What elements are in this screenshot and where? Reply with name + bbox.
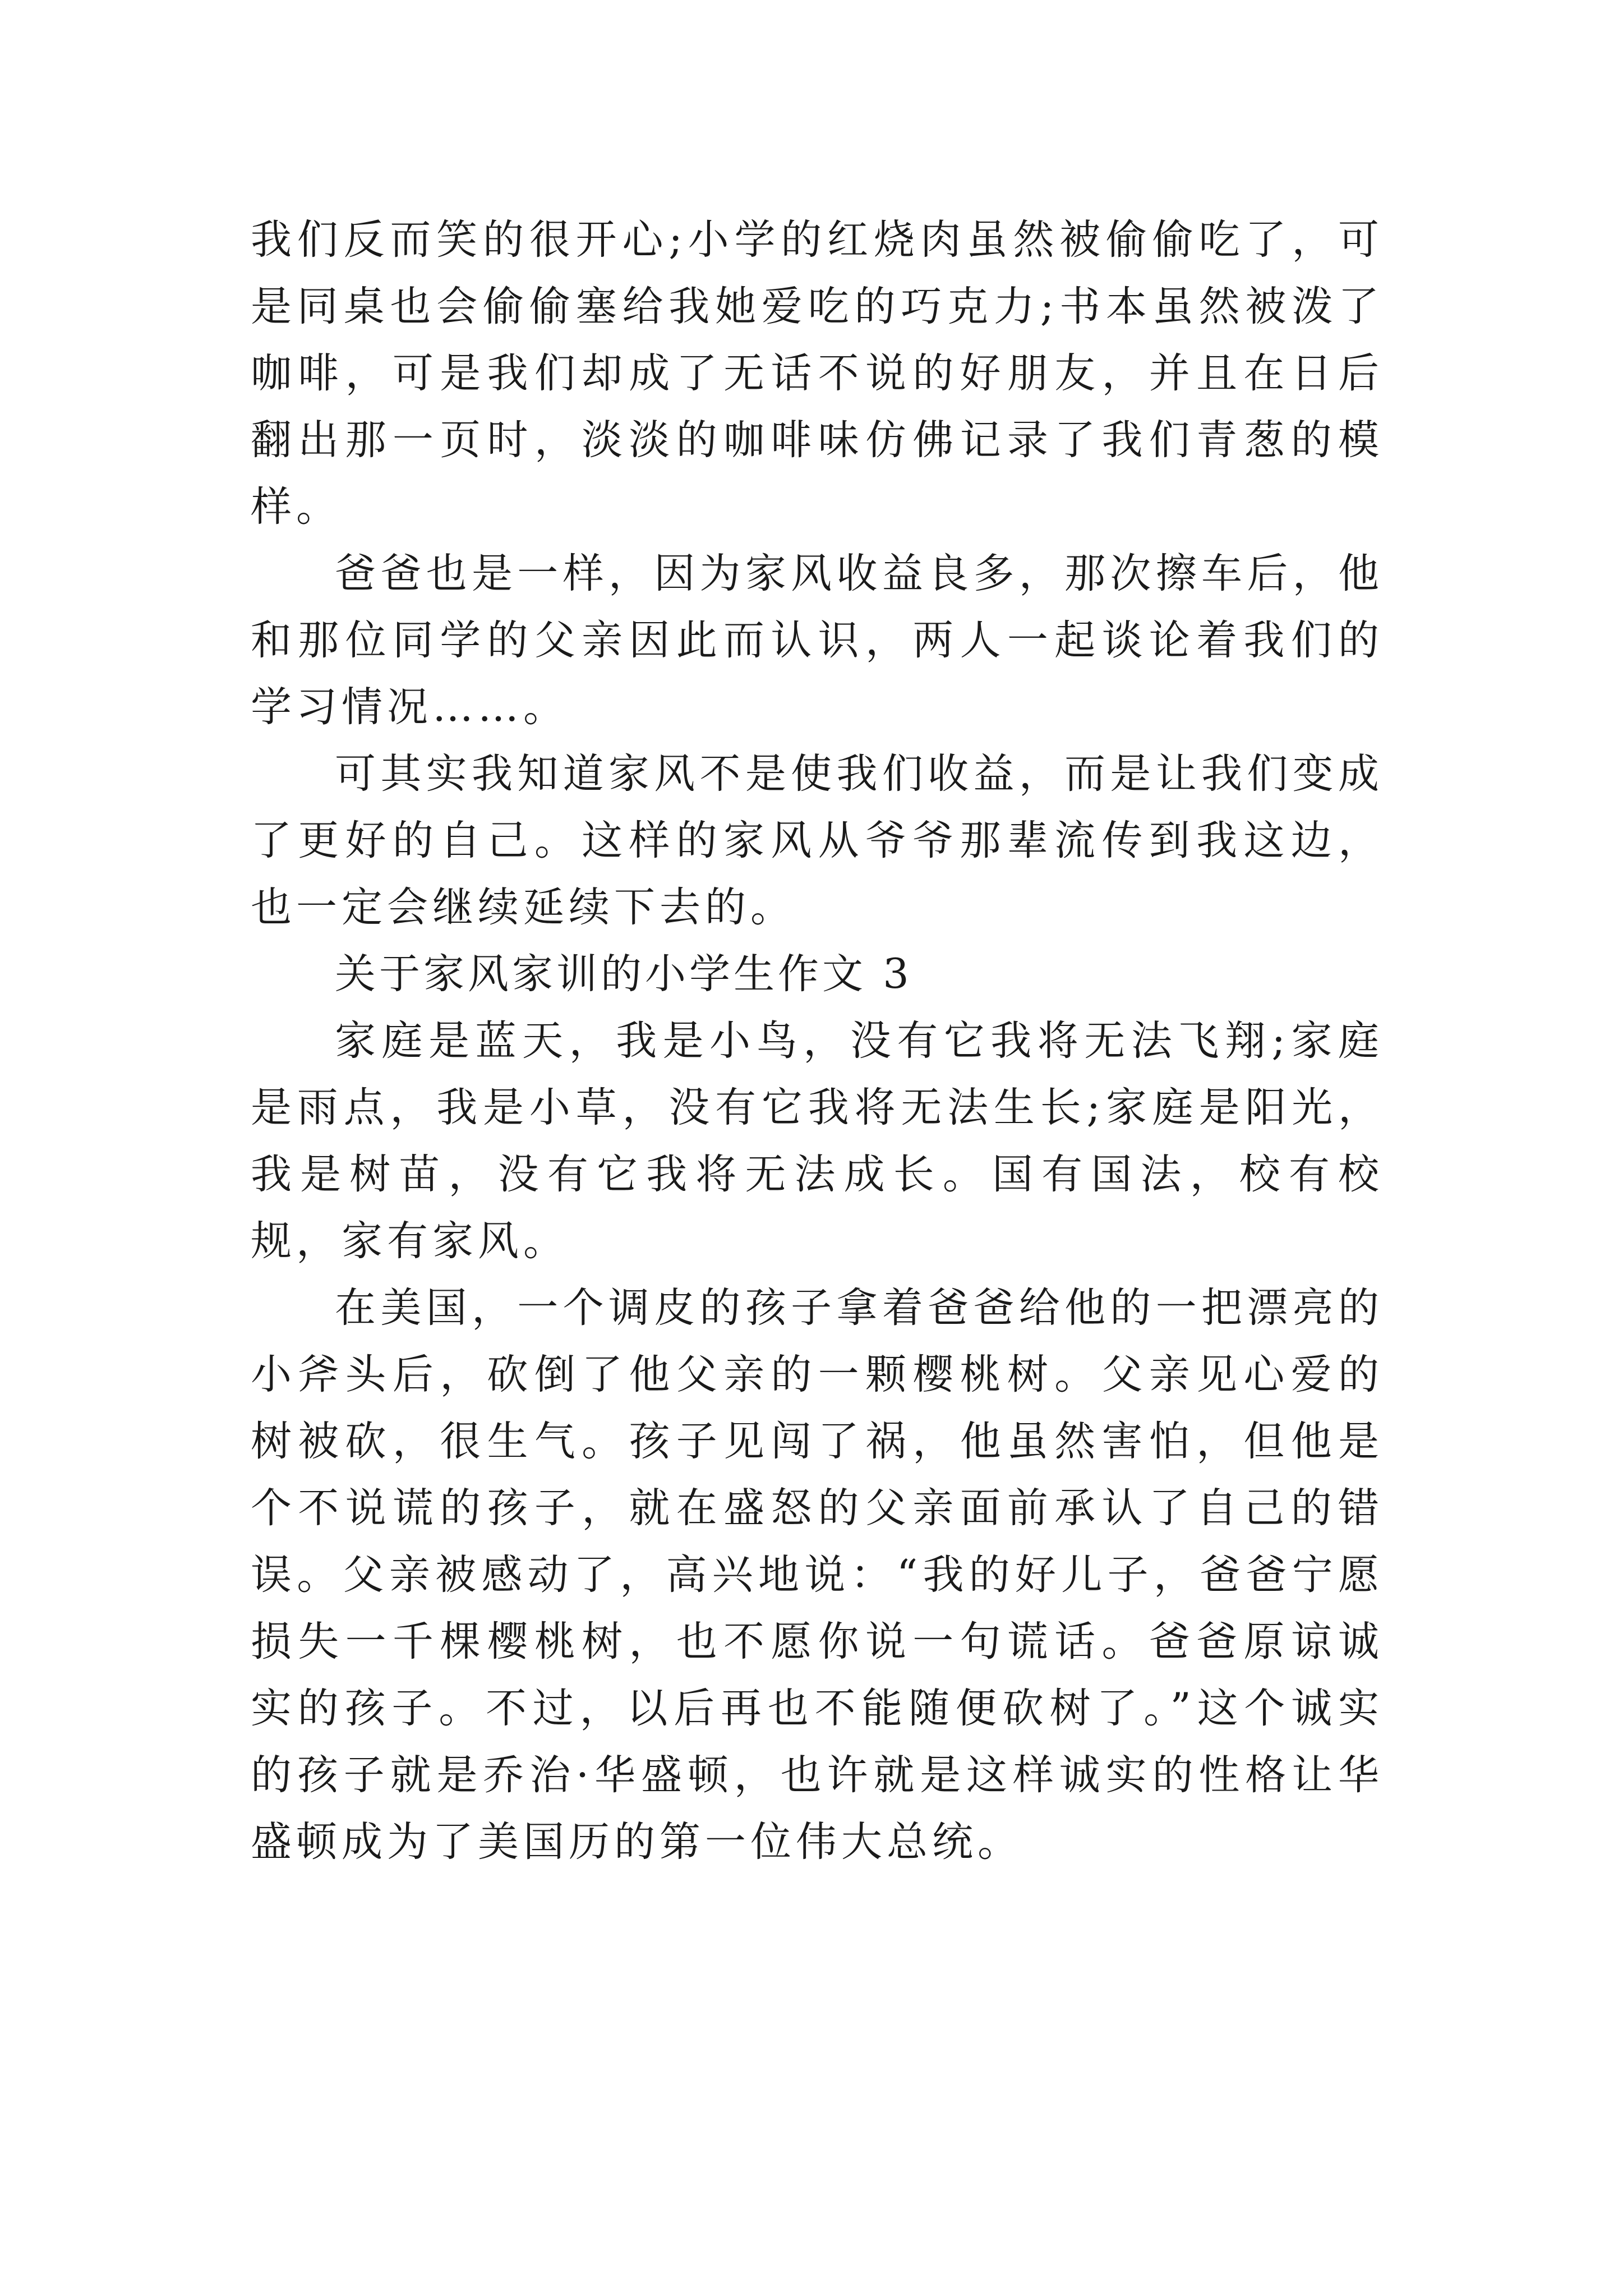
paragraph-continued: 我们反而笑的很开心;小学的红烧肉虽然被偷偷吃了，可是同桌也会偷偷塞给我她爱吃的巧克力;书本虽然被泼了咖啡，可是我们却成了无话不说的好朋友，并且在日后翻出那一页时，淡淡的咖啡味仿佛记录了我们青葱的模样。	[251, 216, 1384, 531]
paragraph-family-intro: 家庭是蓝天，我是小鸟，没有它我将无法飞翔;家庭是雨点，我是小草，没有它我将无法生长;家庭是阳光，我是树苗，没有它我将无法成长。国有国法，校有校规，家有家风。	[251, 1017, 1384, 1265]
paragraph-washington-story: 在美国，一个调皮的孩子拿着爸爸给他的一把漂亮的小斧头后，砍倒了他父亲的一颗樱桃树。父亲见心爱的树被砍，很生气。孩子见闯了祸，他虽然害怕，但他是个不说谎的孩子，就在盛怒的父亲面前承认了自己的错误。父亲被感动了，高兴地说：“我的好儿子，爸爸宁愿损失一千棵樱桃树，也不愿你说一句谎话。爸爸原谅诚实的孩子。不过，以后再也不能随便砍树了。”这个诚实的孩子就是乔治·华盛顿，也许就是这样诚实的性格让华盛顿成为了美国历的第一位伟大总统。	[251, 1284, 1384, 1866]
essay-title: 关于家风家训的小学生作文 3	[335, 950, 912, 998]
paragraph-father: 爸爸也是一样，因为家风收益良多，那次擦车后，他和那位同学的父亲因此而认识，两人一起谈论着我们的学习情况……。	[251, 550, 1384, 731]
article-body	[251, 206, 1384, 1875]
paragraph-conclusion: 可其实我知道家风不是使我们收益，而是让我们变成了更好的自己。这样的家风从爷爷那辈流传到我这边，也一定会继续延续下去的。	[251, 750, 1384, 931]
